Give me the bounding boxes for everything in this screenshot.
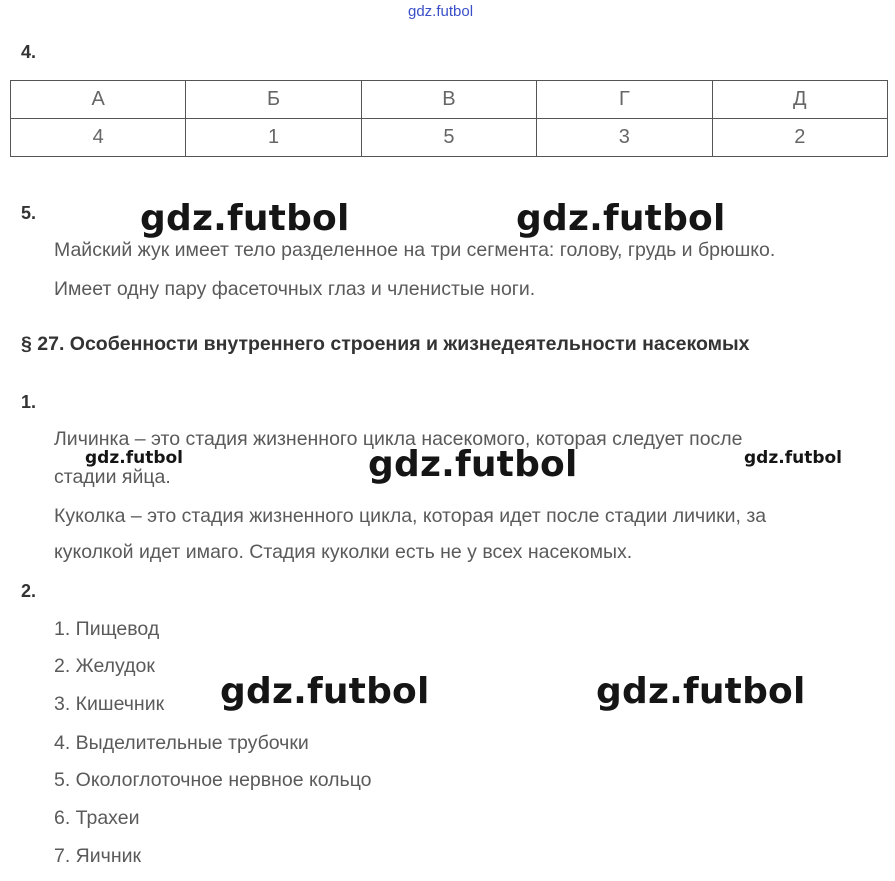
question-5-line-1: Майский жук имеет тело разделенное на три сегмента: голову, грудь и брюшко. [54,239,776,261]
question-1-line-3: Куколка – это стадия жизненного цикла, которая идет после стадии личики, за [54,505,767,527]
answer-table [10,80,888,157]
list-item: 7. Яичник [54,845,142,867]
question-4-number: 4. [21,42,37,62]
list-item: 2. Желудок [54,655,155,677]
table-cell: 2 [712,119,887,157]
list-item: 1. Пищевод [54,618,160,640]
table-cell: 4 [11,119,186,157]
watermark: gdz.futbol [516,198,726,239]
watermark: gdz.futbol [596,671,806,712]
list-item: 4. Выделительные трубочки [54,732,309,754]
watermark: gdz.futbol [220,671,430,712]
watermark: gdz.futbol [85,448,183,468]
question-5-number: 5. [21,203,37,223]
table-header-cell: В [361,81,536,119]
table-cell: 3 [537,119,712,157]
table-header-cell: Д [712,81,887,119]
question-1-line-4: куколкой идет имаго. Стадия куколки есть не у всех насекомых. [54,541,633,563]
table-header-row [11,81,888,119]
question-1-line-2: стадии яйца. [54,466,171,488]
table-cell: 1 [186,119,361,157]
list-item: 6. Трахеи [54,807,140,829]
watermark: gdz.futbol [744,448,842,468]
watermark: gdz.futbol [140,198,350,239]
top-watermark: gdz.futbol [408,3,474,20]
question-5-line-2: Имеет одну пару фасеточных глаз и членистые ноги. [54,278,536,300]
table-header-cell: Г [537,81,712,119]
table-header-cell: Б [186,81,361,119]
table-row [11,119,888,157]
table-header-cell: А [11,81,186,119]
watermark: gdz.futbol [368,444,578,485]
question-1-line-1: Личинка – это стадия жизненного цикла насекомого, которая следует после [54,428,743,450]
question-2-number: 2. [21,581,37,601]
question-1-number: 1. [21,392,37,412]
list-item: 3. Кишечник [54,693,165,715]
section-heading: § 27. Особенности внутреннего строения и жизнедеятельности насекомых [21,333,750,355]
list-item: 5. Окологлоточное нервное кольцо [54,769,372,791]
table-cell: 5 [361,119,536,157]
